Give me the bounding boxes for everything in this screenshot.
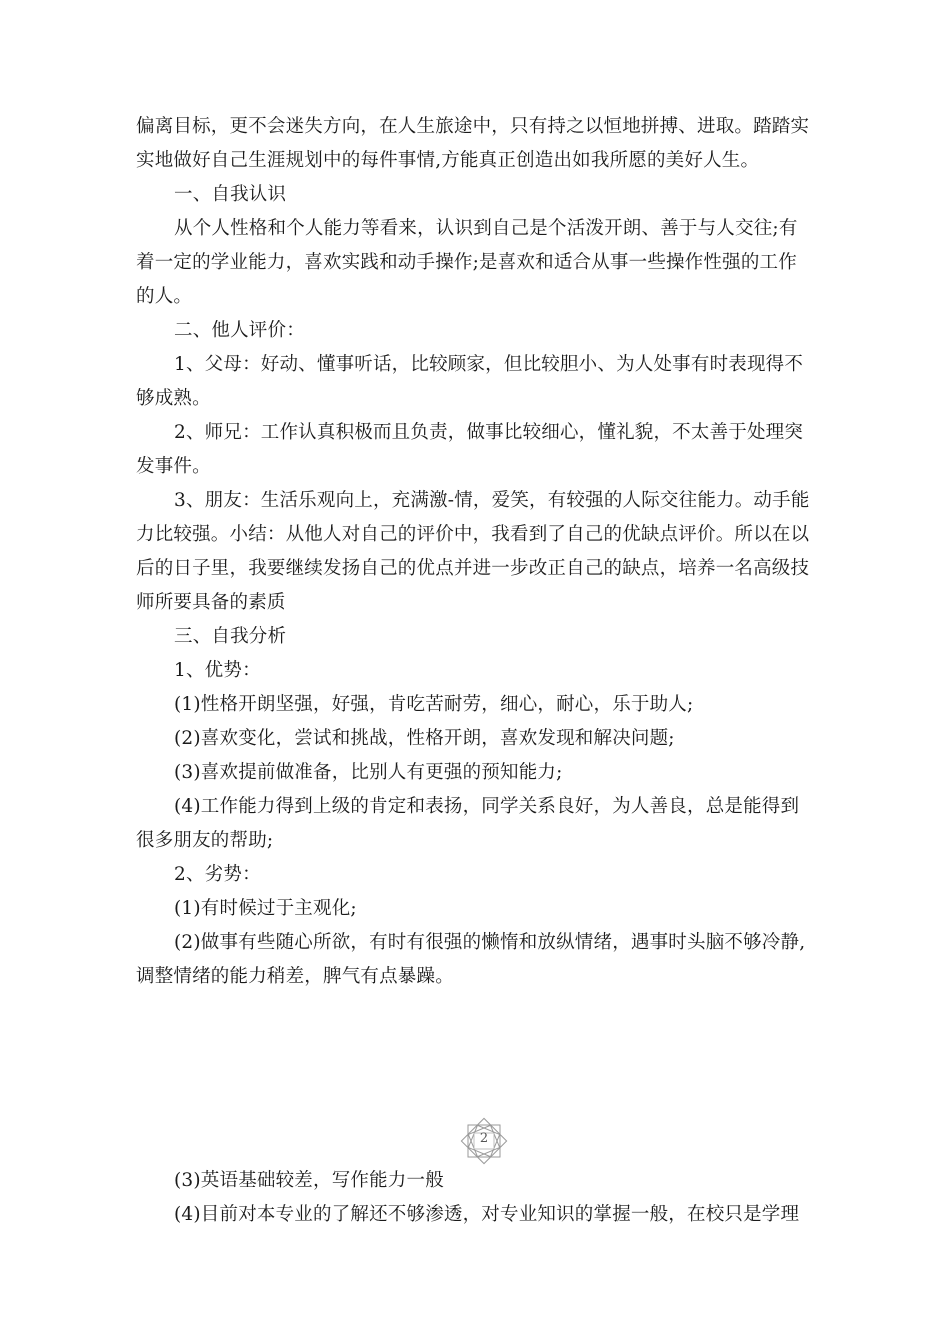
text-line: 发事件。 <box>136 456 211 477</box>
text-line: 实地做好自己生涯规划中的每件事情,方能真正创造出如我所愿的美好人生。 <box>136 150 760 171</box>
list-item: (4)目前对本专业的了解还不够渗透，对专业知识的掌握一般，在校只是学理 <box>174 1204 800 1225</box>
page-number-badge <box>460 1117 508 1165</box>
list-item: (2)做事有些随心所欲，有时有很强的懒惰和放纵情绪，遇事时头脑不够冷静, <box>174 932 806 953</box>
text-line: 的人。 <box>136 286 193 307</box>
list-item: (1)有时候过于主观化; <box>174 898 357 919</box>
text-line: 偏离目标，更不会迷失方向，在人生旅途中，只有持之以恒地拼搏、进取。踏踏实 <box>136 116 810 137</box>
subheading-weaknesses: 2、劣势： <box>174 864 261 885</box>
list-item: (3)喜欢提前做准备，比别人有更强的预知能力; <box>174 762 563 783</box>
section-heading-others-evaluation: 二、他人评价： <box>174 320 305 341</box>
text-line: 1、父母：好动、懂事听话，比较顾家，但比较胆小、为人处事有时表现得不 <box>174 354 804 375</box>
list-item: (2)喜欢变化，尝试和挑战，性格开朗，喜欢发现和解决问题; <box>174 728 675 749</box>
subheading-strengths: 1、优势： <box>174 660 261 681</box>
section-heading-self-analysis: 三、自我分析 <box>174 626 287 647</box>
list-item: (1)性格开朗坚强，好强，肯吃苦耐劳，细心，耐心，乐于助人; <box>174 694 694 715</box>
text-line: 3、朋友：生活乐观向上，充满激-情，爱笑，有较强的人际交往能力。动手能 <box>174 490 810 511</box>
text-line: 着一定的学业能力，喜欢实践和动手操作;是喜欢和适合从事一些操作性强的工作 <box>136 252 797 273</box>
text-line: 力比较强。小结：从他人对自己的评价中，我看到了自己的优缺点评价。所以在以 <box>136 524 810 545</box>
text-line: 2、师兄：工作认真积极而且负责，做事比较细心，懂礼貌，不太善于处理突 <box>174 422 804 443</box>
body-text-block <box>136 110 836 994</box>
text-line: 从个人性格和个人能力等看来，认识到自己是个活泼开朗、善于与人交往;有 <box>174 218 798 239</box>
list-item: (3)英语基础较差，写作能力一般 <box>174 1170 444 1191</box>
text-line: 调整情绪的能力稍差，脾气有点暴躁。 <box>136 966 454 987</box>
list-item: (4)工作能力得到上级的肯定和表扬，同学关系良好，为人善良，总是能得到 <box>174 796 800 817</box>
page-number: 2 <box>479 1131 489 1146</box>
text-line: 师所要具备的素质 <box>136 592 286 613</box>
text-line: 很多朋友的帮助; <box>136 830 274 851</box>
section-heading-self-awareness: 一、自我认识 <box>174 184 287 205</box>
text-line: 后的日子里，我要继续发扬自己的优点并进一步改正自己的缺点，培养一名高级技 <box>136 558 810 579</box>
next-page-text-block <box>136 1164 836 1232</box>
text-line: 够成熟。 <box>136 388 211 409</box>
